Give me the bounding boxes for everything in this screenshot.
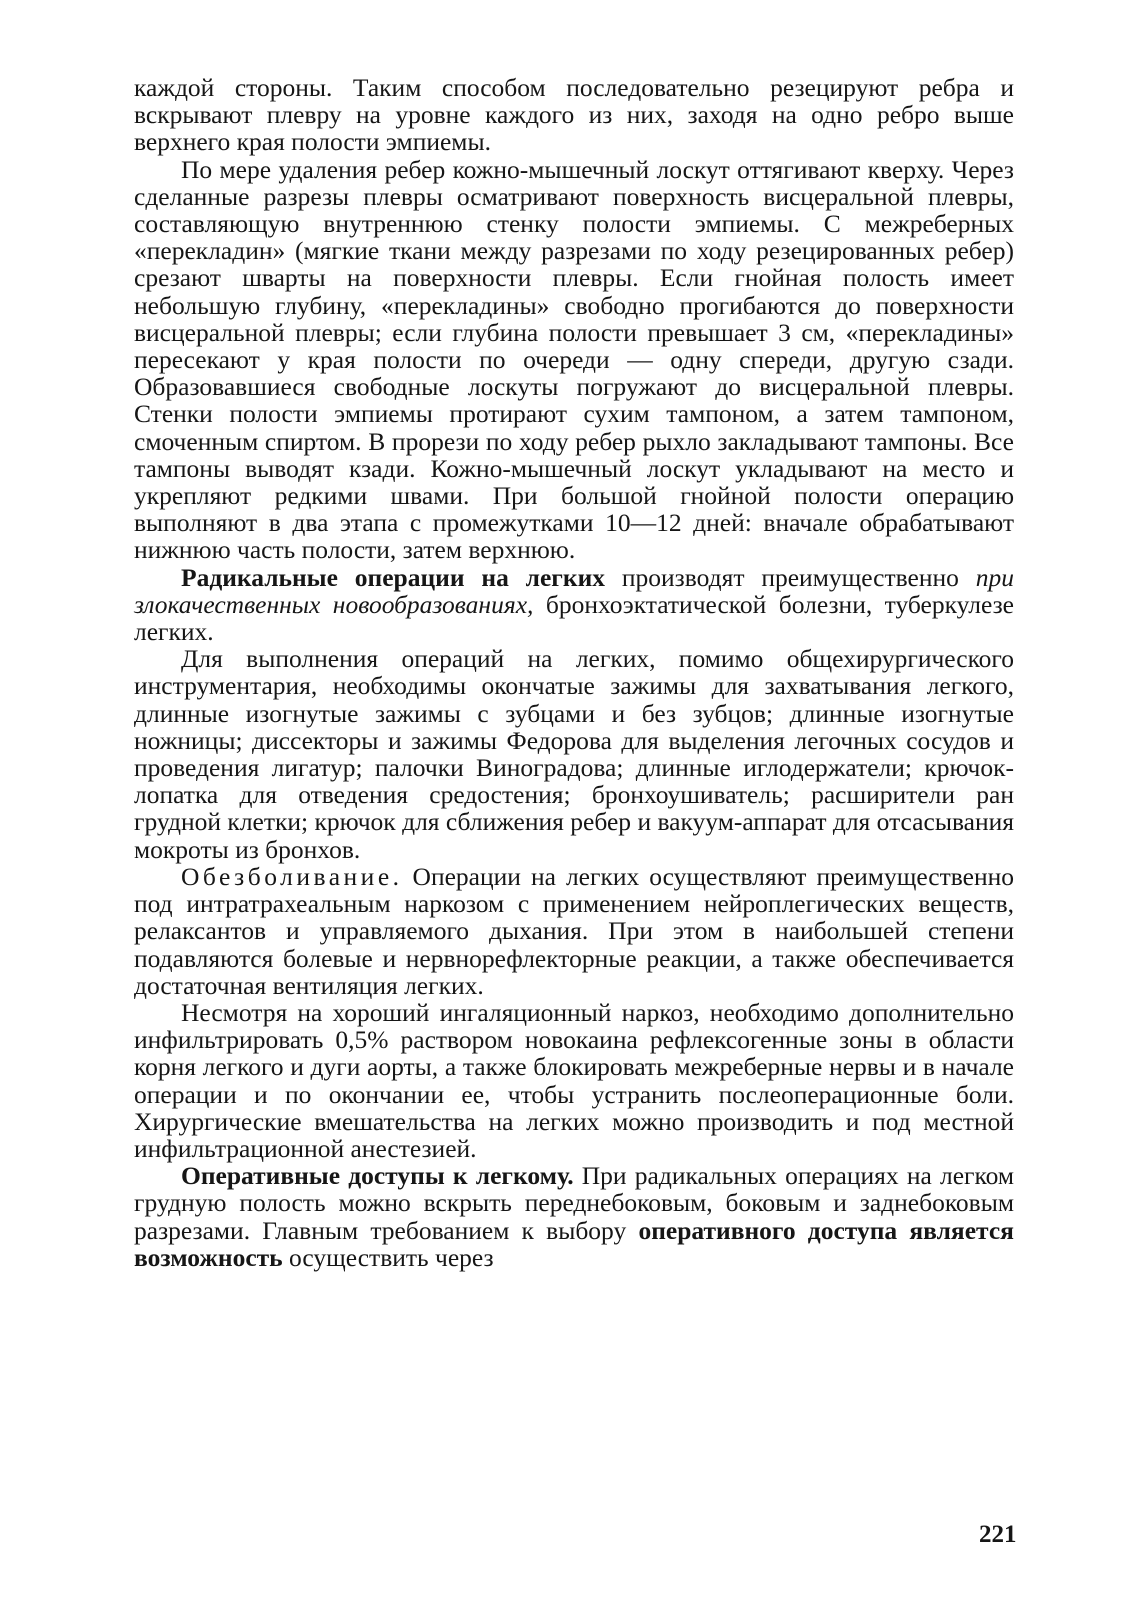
spaced-heading-anesthesia: Обезболивание. xyxy=(181,861,403,891)
paragraph-text: По мере удаления ребер кожно-мышечный лоскут оттягивают кверху. Через сделанные разрезы плевры осматривают поверхность висцеральной плевры, составляющую внутреннюю стенку полости эмпиемы. С межреберных «перекладин» (мягкие ткани между разрезами по ходу резецированных ребер) срезают шварты на поверхности плевры. Если гнойная полость имеет небольшую глубину, «перекладины» свободно прогибаются до поверхности висцеральной плевры; если глубина полости превышает 3 см, «перекладины» пересекают у края полости по очереди — одну спереди, другую сзади. Образовавшиеся свободные лоскуты погружают до висцеральной плевры. Стенки полости эмпиемы протирают сухим тампоном, а затем тампоном, смоченным спиртом. В прорези по ходу ребер рыхло закладывают тампоны. Все тампоны выводят кзади. Кожно-мышечный лоскут укладывают на место и укрепляют редкими швами. При большой гнойной полости операцию выполняют в два этапа с промежутками 10—12 дней: вначале обрабатывают нижнюю часть полости, затем верхнюю. xyxy=(134,154,1014,565)
paragraph-text: Для выполнения операций на легких, помимо общехирургического инструментария, необходимы окончатые зажимы для захватывания легкого, длинные изогнутые зажимы с зубцами и без зубцов; длинные изогнутые ножницы; диссекторы и зажимы Федорова для выделения легочных сосудов и проведения лигатур; палочки Виноградова; длинные иглодержатели; крючок-лопатка для отведения средостения; бронхоушиватель; расширители ран грудной клетки; крючок для сближения ребер и вакуум-аппарат для отсасывания мокроты из бронхов. xyxy=(134,644,1014,864)
paragraph-7 xyxy=(134,1162,1014,1271)
section-heading-radical-operations: Радикальные операции на легких xyxy=(181,562,606,592)
italic-text: при злокачественных новообразованиях, xyxy=(134,562,1014,619)
page-number: 221 xyxy=(979,1521,1017,1548)
paragraph-text: каждой стороны. Таким способом последовательно резецируют ребра и вскрывают плевру на уровне каждого из них, заходя на одно ребро выше верхнего края полости эмпиемы. xyxy=(134,73,1014,157)
paragraph-text: производят преимущественно xyxy=(605,562,976,592)
body-text xyxy=(134,74,1014,1271)
bold-text: оперативного доступа является возможность xyxy=(134,1215,1014,1272)
paragraph-4 xyxy=(134,645,1014,863)
paragraph-text: Операции на легких осуществляют преимущественно под интратрахеальным наркозом с применением нейроплегических веществ, релаксантов и управляемого дыхания. При этом в наибольшей степени подавляются болевые и нервнорефлекторные реакции, а также обеспечивается достаточная вентиляция легких. xyxy=(134,861,1014,1000)
paragraph-2 xyxy=(134,156,1014,564)
paragraph-text-tail: осуществить через xyxy=(282,1242,494,1272)
paragraph-text: Несмотря на хороший ингаляционный наркоз, необходимо дополнительно инфильтрировать 0,5% раствором новокаина рефлексогенные зоны в области корня легкого и дуги аорты, а также блокировать межреберные нервы и в начале операции и по окончании ее, чтобы устранить послеоперационные боли. Хирургические вмешательства на легких можно производить и под местной инфильтрационной анестезией. xyxy=(134,997,1014,1163)
paragraph-text: При радикальных операциях на легком грудную полость можно вскрыть переднебоковым, боковым и заднебоковым разрезами. Главным требованием к выбору xyxy=(134,1161,1014,1245)
paragraph-5 xyxy=(134,863,1014,999)
paragraph-text-tail: бронхоэктатической болезни, туберкулезе легких. xyxy=(134,589,1014,647)
paragraph-6 xyxy=(134,999,1014,1162)
section-heading-surgical-access: Оперативные доступы к легкому. xyxy=(181,1161,574,1191)
paragraph-3 xyxy=(134,564,1014,646)
paragraph-1 xyxy=(134,74,1014,156)
